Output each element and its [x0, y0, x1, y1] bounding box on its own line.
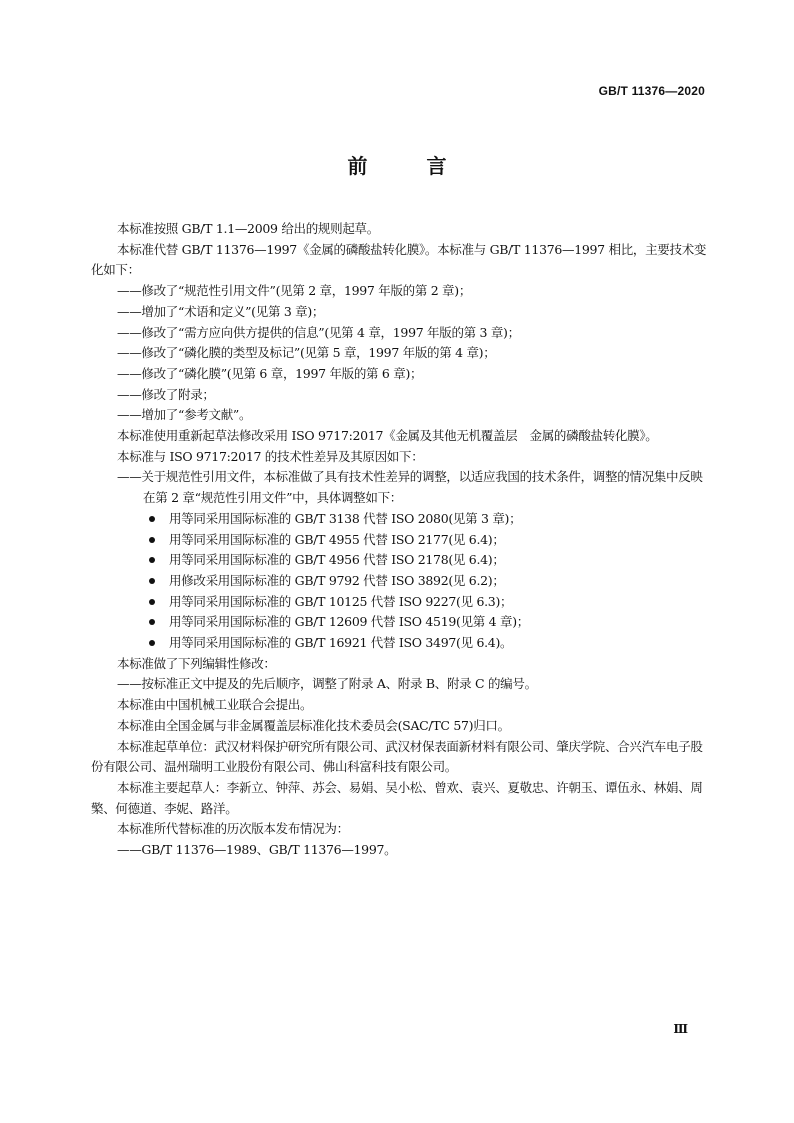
list-item: 用等同采用国际标准的 GB/T 4955 代替 ISO 2177(见 6.4)； — [147, 530, 708, 551]
bullet-icon — [149, 537, 155, 543]
list-item: 用等同采用国际标准的 GB/T 10125 代替 ISO 9227(见 6.3)； — [147, 592, 708, 613]
paragraph-replaces: 本标准代替 GB/T 11376—1997《金属的磷酸盐转化膜》。本标准与 GB/T 11376—1997 相比，主要技术变化如下： — [91, 241, 707, 278]
list-item: 用等同采用国际标准的 GB/T 12609 代替 ISO 4519(见第 4 章)； — [147, 612, 708, 633]
paragraph-technical-differences: 本标准与 ISO 9717:2017 的技术性差异及其原因如下： — [117, 448, 424, 464]
bullet-icon — [149, 599, 155, 605]
change-item: ——修改了“需方应向供方提供的信息”(见第 4 章，1997 年版的第 3 章)； — [117, 324, 520, 340]
list-item: 用等同采用国际标准的 GB/T 16921 代替 ISO 3497(见 6.4)。 — [147, 633, 708, 654]
difference-intro-item: ——关于规范性引用文件，本标准做了具有技术性差异的调整，以适应我国的技术条件，调整的情况集中反映在第 2 章“规范性引用文件”中，具体调整如下： — [117, 469, 703, 506]
change-item: ——增加了“参考文献”。 — [117, 407, 252, 423]
bullet-icon — [149, 619, 155, 625]
paragraph-committee: 本标准由全国金属与非金属覆盖层标准化技术委员会(SAC/TC 57)归口。 — [117, 717, 510, 733]
paragraph-editorial-changes: 本标准做了下列编辑性修改： — [117, 655, 276, 671]
change-item: ——修改了“磷化膜的类型及标记”(见第 5 章，1997 年版的第 4 章)； — [117, 345, 496, 361]
paragraph-drafting-units: 本标准起草单位：武汉材料保护研究所有限公司、武汉材保表面新材料有限公司、肇庆学院、合兴汽车电子股份有限公司、温州瑞明工业股份有限公司、佛山科富科技有限公司。 — [91, 738, 703, 775]
bullet-icon — [149, 516, 155, 522]
document-body — [91, 219, 708, 861]
difference-list — [91, 509, 708, 654]
page-number: Ⅲ — [673, 1022, 688, 1036]
paragraph-proposer: 本标准由中国机械工业联合会提出。 — [117, 697, 313, 713]
list-item: 用等同采用国际标准的 GB/T 4956 代替 ISO 2178(见 6.4)； — [147, 550, 708, 571]
list-item: 用等同采用国际标准的 GB/T 3138 代替 ISO 2080(见第 3 章)； — [147, 509, 708, 530]
change-item: ——修改了“规范性引用文件”(见第 2 章，1997 年版的第 2 章)； — [117, 283, 472, 299]
change-item: ——增加了“术语和定义”(见第 3 章)； — [117, 303, 325, 319]
change-item: ——修改了附录； — [117, 386, 215, 402]
bullet-icon — [149, 557, 155, 563]
bullet-icon — [149, 640, 155, 646]
paragraph-iso-adoption: 本标准使用重新起草法修改采用 ISO 9717:2017《金属及其他无机覆盖层 金属的磷酸盐转化膜》。 — [117, 428, 658, 444]
bullet-icon — [149, 578, 155, 584]
change-item: ——修改了“磷化膜”(见第 6 章，1997 年版的第 6 章)； — [117, 365, 423, 381]
paragraph-drafters: 本标准主要起草人：李新立、钟萍、苏会、易娟、吴小松、曾欢、袁兴、夏敬忠、许朝玉、谭伍永、林娟、周檠、何德道、李妮、路洋。 — [91, 779, 703, 816]
history-item: ——GB/T 11376—1989、GB/T 11376—1997。 — [117, 842, 397, 858]
page-title: 前 言 — [347, 154, 473, 178]
editorial-item: ——按标准正文中提及的先后顺序，调整了附录 A、附录 B、附录 C 的编号。 — [117, 676, 537, 692]
paragraph-drafting-rules: 本标准按照 GB/T 1.1—2009 给出的规则起草。 — [117, 221, 379, 236]
list-item: 用修改采用国际标准的 GB/T 9792 代替 ISO 3892(见 6.2)； — [147, 571, 708, 592]
paragraph-history: 本标准所代替标准的历次版本发布情况为： — [117, 821, 349, 837]
standard-code: GB/T 11376—2020 — [598, 84, 705, 98]
